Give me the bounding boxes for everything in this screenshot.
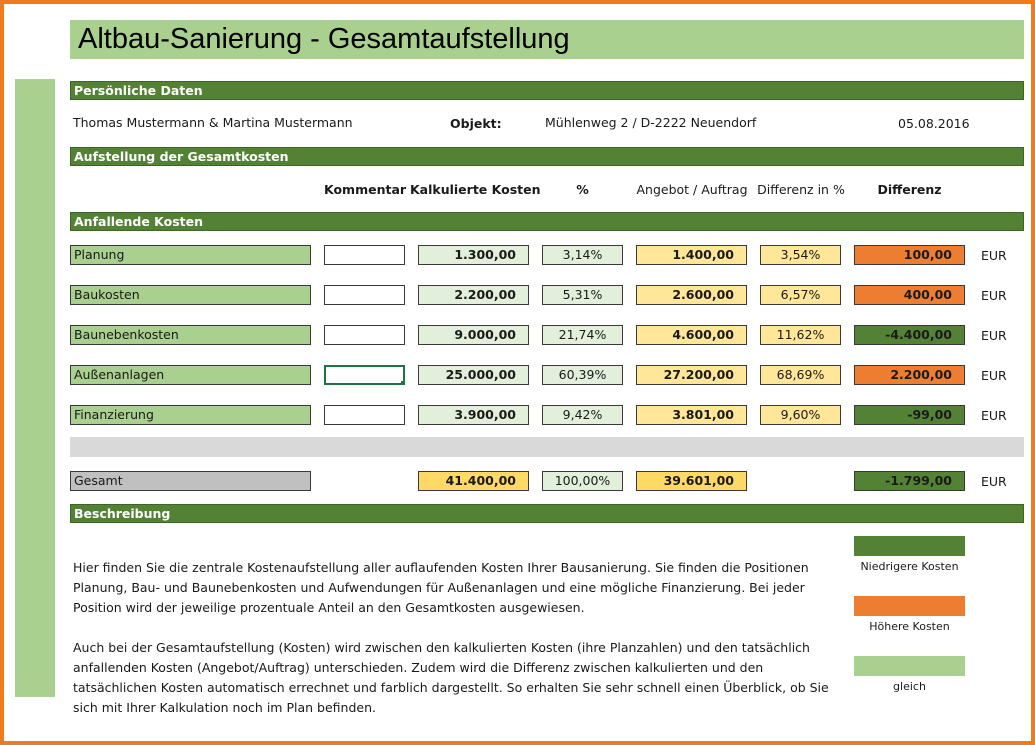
section-incurred-costs-title: Anfallende Kosten	[74, 214, 204, 229]
calculated-cost-aussenanlagen[interactable]: 25.000,00	[418, 365, 529, 385]
currency-finanzierung: EUR	[981, 408, 1007, 423]
diff-percent-baunebenkosten: 11,62%	[760, 325, 841, 345]
percent-finanzierung: 9,42%	[542, 405, 623, 425]
offer-finanzierung[interactable]: 3.801,00	[636, 405, 747, 425]
difference-aussenanlagen: 2.200,00	[854, 365, 965, 385]
header-difference: Differenz	[877, 182, 942, 197]
description-paragraph-2: Auch bei der Gesamtaufstellung (Kosten) wird zwischen den kalkulierten Kosten (ihre Planzahlen) und den tatsächlich anfallenden Kosten (Angebot/Auftrag) unterschieden. Zudem wird die Differenz zwischen kalkulierten und den tatsächlichen Kosten automatisch errechnet und farblich dargestellt. So erhalten Sie sehr schnell einen Überblick, ob Sie sich mit Ihrer Kalkulation noch im Plan befinden.	[73, 640, 829, 715]
header-comment: Kommentar	[324, 182, 407, 197]
currency-baunebenkosten: EUR	[981, 328, 1007, 343]
legend-label-equal: gleich	[893, 680, 926, 693]
calculated-cost-baunebenkosten[interactable]: 9.000,00	[418, 325, 529, 345]
calculated-cost-baukosten[interactable]: 2.200,00	[418, 285, 529, 305]
row-label-baukosten: Baukosten	[70, 285, 311, 305]
page-title: Altbau-Sanierung - Gesamtaufstellung	[78, 23, 570, 55]
section-cost-overview	[70, 147, 1024, 166]
title-bar	[70, 20, 1024, 59]
section-personal-data	[70, 81, 1024, 100]
calculated-cost-finanzierung[interactable]: 3.900,00	[418, 405, 529, 425]
row-label-baunebenkosten: Baunebenkosten	[70, 325, 311, 345]
offer-baunebenkosten[interactable]: 4.600,00	[636, 325, 747, 345]
header-offer: Angebot / Auftrag	[636, 182, 748, 197]
percent-planung: 3,14%	[542, 245, 623, 265]
total-label: Gesamt	[70, 471, 311, 491]
section-personal-data-title: Persönliche Daten	[74, 83, 203, 98]
comment-input-aussenanlagen[interactable]	[324, 365, 405, 385]
diff-percent-finanzierung: 9,60%	[760, 405, 841, 425]
percent-baunebenkosten: 21,74%	[542, 325, 623, 345]
legend-label-lower: Niedrigere Kosten	[860, 560, 959, 573]
row-label-planung: Planung	[70, 245, 311, 265]
total-offer: 39.601,00	[636, 471, 747, 491]
header-calculated: Kalkulierte Kosten	[410, 182, 541, 197]
difference-baukosten: 400,00	[854, 285, 965, 305]
total-difference: -1.799,00	[854, 471, 965, 491]
object-address[interactable]: Mühlenweg 2 / D-2222 Neuendorf	[545, 115, 757, 130]
comment-input-baunebenkosten[interactable]	[324, 325, 405, 345]
difference-finanzierung: -99,00	[854, 405, 965, 425]
description-paragraph-1: Hier finden Sie die zentrale Kostenaufstellung aller auflaufenden Kosten Ihrer Bausanierung. Sie finden die Positionen Planung, Bau- und Baunebenkosten und Aufwendungen für Außenanlagen und eine mögliche Finanzierung. Bei jeder Position wird der jeweilige prozentuale Anteil an den Gesamtkosten ausgewiesen.	[73, 560, 809, 615]
comment-input-finanzierung[interactable]	[324, 405, 405, 425]
offer-aussenanlagen[interactable]: 27.200,00	[636, 365, 747, 385]
comment-input-planung[interactable]	[324, 245, 405, 265]
difference-baunebenkosten: -4.400,00	[854, 325, 965, 345]
diff-percent-planung: 3,54%	[760, 245, 841, 265]
currency-planung: EUR	[981, 248, 1007, 263]
row-label-aussenanlagen: Außenanlagen	[70, 365, 311, 385]
difference-planung: 100,00	[854, 245, 965, 265]
header-percent: %	[576, 182, 589, 197]
legend-swatch-lower	[854, 536, 965, 556]
diff-percent-aussenanlagen: 68,69%	[760, 365, 841, 385]
section-description-title: Beschreibung	[74, 506, 171, 521]
percent-aussenanlagen: 60,39%	[542, 365, 623, 385]
total-percent: 100,00%	[542, 471, 623, 491]
calculated-cost-planung[interactable]: 1.300,00	[418, 245, 529, 265]
section-description	[70, 504, 1024, 523]
total-currency: EUR	[981, 474, 1007, 489]
separator-bar	[70, 437, 1024, 457]
side-accent-bar	[15, 79, 55, 697]
currency-aussenanlagen: EUR	[981, 368, 1007, 383]
percent-baukosten: 5,31%	[542, 285, 623, 305]
section-cost-overview-title: Aufstellung der Gesamtkosten	[74, 149, 289, 164]
section-incurred-costs	[70, 212, 1024, 231]
total-calculated: 41.400,00	[418, 471, 529, 491]
row-label-finanzierung: Finanzierung	[70, 405, 311, 425]
header-diff-percent: Differenz in %	[757, 182, 845, 197]
offer-baukosten[interactable]: 2.600,00	[636, 285, 747, 305]
legend-label-higher: Höhere Kosten	[869, 620, 950, 633]
legend-swatch-higher	[854, 596, 965, 616]
owner-names[interactable]: Thomas Mustermann & Martina Mustermann	[73, 115, 353, 130]
diff-percent-baukosten: 6,57%	[760, 285, 841, 305]
legend-swatch-equal	[854, 656, 965, 676]
currency-baukosten: EUR	[981, 288, 1007, 303]
date-value[interactable]: 05.08.2016	[898, 116, 970, 131]
object-label: Objekt:	[450, 116, 502, 131]
comment-input-baukosten[interactable]	[324, 285, 405, 305]
offer-planung[interactable]: 1.400,00	[636, 245, 747, 265]
